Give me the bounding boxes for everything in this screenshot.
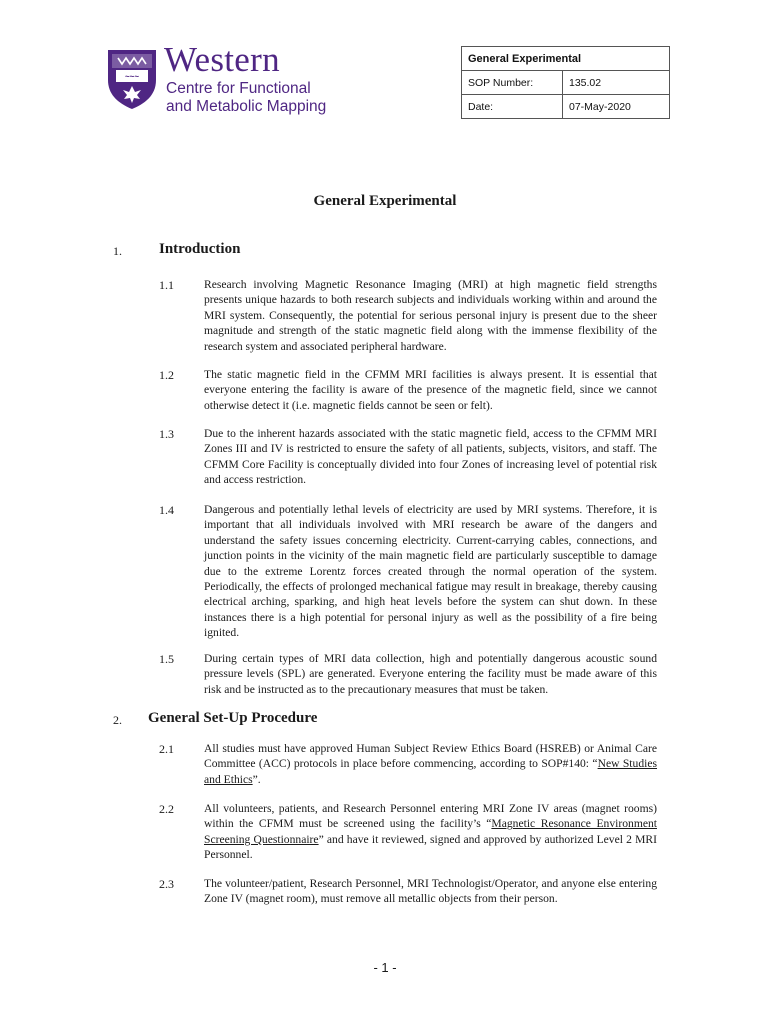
paragraph-number: 1.5 <box>159 652 174 666</box>
sop-number-value: 135.02 <box>563 71 670 95</box>
date-label: Date: <box>462 95 563 119</box>
paragraph-1-1: Research involving Magnetic Resonance Imaging (MRI) at high magnetic field strengths presents unique hazards to both research subjects and individuals working within and around the MRI system. Consequently, the potential for serious personal injury is present due to the sheer magnitude and strength of the static magnetic field along with the immense flexibility of the research system and associated peripheral hardware. <box>204 278 657 353</box>
sop-info-table <box>461 46 670 119</box>
paragraph-2-3: The volunteer/patient, Research Personnel, MRI Technologist/Operator, and anyone else entering Zone IV (magnet room), must remove all metallic objects from their person. <box>204 877 657 906</box>
logo-brand: Western <box>164 40 280 79</box>
svg-text:~~~: ~~~ <box>124 72 140 81</box>
logo-line-1: Centre for Functional <box>166 80 311 97</box>
section-number: 1. <box>113 244 122 258</box>
sop-table-heading: General Experimental <box>462 47 670 71</box>
paragraph-2-2-tail: ” and have it reviewed, signed and approved by authorized Level 2 MRI Personnel. <box>204 832 658 862</box>
new-studies-ethics-link[interactable]: New Studies and Ethics <box>204 757 658 786</box>
paragraph-number: 1.2 <box>159 368 174 382</box>
paragraph-number: 1.3 <box>159 427 174 441</box>
section-title-introduction: Introduction <box>159 241 241 257</box>
date-value: 07-May-2020 <box>563 95 670 119</box>
paragraph-2-1-tail: ”. <box>252 772 261 786</box>
sop-number-label: SOP Number: <box>462 71 563 95</box>
logo-line-2: and Metabolic Mapping <box>166 98 327 115</box>
section-title-setup: General Set-Up Procedure <box>148 710 318 726</box>
paragraph-1-3: Due to the inherent hazards associated with the static magnetic field, access to the CFMM MRI Zones III and IV is restricted to ensure the safety of all patients, subjects, visitors, and staff. The CFMM Core Facility is conceptually divided into four Zones of increasing level of potential risk and access restriction. <box>204 427 657 487</box>
paragraph-2-2 <box>204 801 657 863</box>
page-number: - 1 - <box>373 960 397 975</box>
paragraph-2-2-text: All volunteers, patients, and Research Personnel entering MRI Zone IV areas (magnet rooms) within the CFMM must be screened using the facility’s “ <box>204 802 657 831</box>
paragraph-1-2: The static magnetic field in the CFMM MRI facilities is always present. It is essential that everyone entering the facility is aware of the presence of the magnetic field, since we cannot otherwise detect it (i.e. magnetic fields cannot be seen or felt). <box>204 368 657 412</box>
western-crest-icon <box>106 46 158 110</box>
screening-questionnaire-link[interactable]: Magnetic Resonance Environment Screening Questionnaire <box>204 817 657 846</box>
paragraph-1-4: Dangerous and potentially lethal levels of electricity are used by MRI systems. Therefore, it is important that all individuals involved with MRI research be aware of the dangers and understand the safety issues concerning electricity. Current-carrying cables, connections, and junction points in the vicinity of the main magnetic field are particularly susceptible to damage due to the extreme Lorentz forces created through the normal operation of the system. Periodically, the effects of prolonged mechanical fatigue may result in breakage, thereby causing electrical arching, sparking, and high heat levels before the system can shut down. In these instances there is a high potential for personal injury as well as the possibility of a fire being ignited. <box>204 503 657 640</box>
paragraph-2-1 <box>204 741 657 787</box>
paragraph-2-1-text: All studies must have approved Human Subject Review Ethics Board (HSREB) or Animal Care Committee (ACC) protocols in place before commencing, according to SOP#140: “ <box>204 742 657 771</box>
paragraph-number: 1.1 <box>159 278 174 292</box>
paragraph-number: 1.4 <box>159 503 174 517</box>
western-cfmm-logo <box>106 40 346 120</box>
paragraph-number: 2.3 <box>159 877 174 891</box>
document-title: General Experimental <box>313 193 457 209</box>
section-number: 2. <box>113 713 122 727</box>
paragraph-1-5: During certain types of MRI data collection, high and potentially dangerous acoustic sound pressure levels (SPL) are generated. Everyone entering the facility must be made aware of this risk and be instructed as to the precautionary measures that must be taken. <box>204 652 657 696</box>
paragraph-number: 2.1 <box>159 742 174 756</box>
paragraph-number: 2.2 <box>159 802 174 816</box>
